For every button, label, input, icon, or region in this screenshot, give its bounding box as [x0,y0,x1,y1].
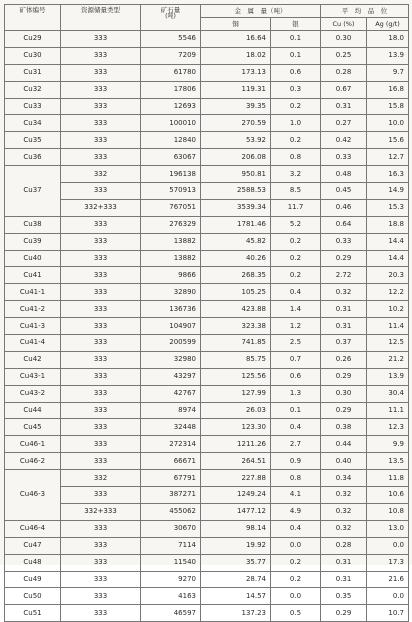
resource-type-cell: 333 [61,132,141,149]
ore-amount-cell: 67791 [141,470,201,487]
resource-type-cell: 333 [61,571,141,588]
ag-grade-cell: 16.8 [367,81,409,98]
silver-amount-cell: 2.7 [271,436,321,453]
table-row [5,64,409,81]
resource-type-cell: 333 [61,233,141,250]
table-row [5,419,409,436]
ag-grade-cell: 15.8 [367,98,409,115]
resource-type-cell: 333 [61,537,141,554]
ore-amount-cell: 32980 [141,351,201,368]
ore-amount-cell: 42767 [141,385,201,402]
table-row [5,335,409,352]
ore-body-cell: Cu51 [5,605,61,622]
ag-grade-cell: 11.8 [367,470,409,487]
table-row [5,470,409,487]
copper-amount-cell: 18.02 [201,47,271,64]
header-row [5,5,409,18]
ag-grade-cell: 14.4 [367,250,409,267]
table-row [5,250,409,267]
ore-body-cell: Cu47 [5,537,61,554]
ore-amount-cell: 30670 [141,520,201,537]
cu-grade-cell: 0.30 [321,385,367,402]
header-copper: 铜 [201,18,271,31]
silver-amount-cell: 3.2 [271,166,321,183]
silver-amount-cell: 0.7 [271,351,321,368]
cu-grade-cell: 0.48 [321,166,367,183]
cu-grade-cell: 0.32 [321,520,367,537]
silver-amount-cell: 0.2 [271,233,321,250]
ore-amount-cell: 32448 [141,419,201,436]
ore-amount-cell: 767051 [141,199,201,216]
silver-amount-cell: 0.5 [271,605,321,622]
copper-amount-cell: 227.88 [201,470,271,487]
resource-type-cell: 332+333 [61,199,141,216]
copper-amount-cell: 28.74 [201,571,271,588]
ore-body-cell: Cu33 [5,98,61,115]
ag-grade-cell: 20.3 [367,267,409,284]
table-row [5,537,409,554]
ag-grade-cell: 14.9 [367,183,409,200]
cu-grade-cell: 0.32 [321,503,367,520]
copper-amount-cell: 98.14 [201,520,271,537]
resource-type-cell: 333 [61,487,141,504]
resource-type-cell: 333 [61,216,141,233]
header-ore-amount [141,5,201,31]
ag-grade-cell: 12.3 [367,419,409,436]
ag-grade-cell: 10.8 [367,503,409,520]
table-row [5,351,409,368]
ore-amount-cell: 104907 [141,318,201,335]
ore-amount-cell: 570913 [141,183,201,200]
ore-amount-cell: 32890 [141,284,201,301]
table-row [5,47,409,64]
table-row [5,453,409,470]
cu-grade-cell: 0.32 [321,487,367,504]
resource-type-cell: 333 [61,81,141,98]
copper-amount-cell: 16.64 [201,31,271,48]
silver-amount-cell: 0.2 [271,250,321,267]
resource-type-cell: 333 [61,520,141,537]
copper-amount-cell: 173.13 [201,64,271,81]
ag-grade-cell: 15.3 [367,199,409,216]
cu-grade-cell: 0.46 [321,199,367,216]
ag-grade-cell: 30.4 [367,385,409,402]
ore-amount-cell: 9866 [141,267,201,284]
ag-grade-cell: 17.3 [367,554,409,571]
table-row [5,368,409,385]
cu-grade-cell: 0.31 [321,554,367,571]
ore-body-cell: Cu39 [5,233,61,250]
cu-grade-cell: 0.31 [321,318,367,335]
silver-amount-cell: 0.2 [271,554,321,571]
silver-amount-cell: 1.2 [271,318,321,335]
header-cu-pct: Cu (%) [321,18,367,31]
copper-amount-cell: 40.26 [201,250,271,267]
silver-amount-cell: 1.0 [271,115,321,132]
table-row [5,98,409,115]
silver-amount-cell: 5.2 [271,216,321,233]
ag-grade-cell: 10.0 [367,115,409,132]
silver-amount-cell: 2.5 [271,335,321,352]
header-ore-amount-unit: (吨) [165,12,176,20]
silver-amount-cell: 0.4 [271,520,321,537]
copper-amount-cell: 423.88 [201,301,271,318]
resource-type-cell: 333 [61,351,141,368]
copper-amount-cell: 105.25 [201,284,271,301]
cu-grade-cell: 0.25 [321,47,367,64]
silver-amount-cell: 0.1 [271,31,321,48]
resource-type-cell: 333 [61,554,141,571]
ore-amount-cell: 7209 [141,47,201,64]
cu-grade-cell: 0.28 [321,64,367,81]
ore-body-cell: Cu34 [5,115,61,132]
ore-amount-cell: 8974 [141,402,201,419]
cu-grade-cell: 0.29 [321,605,367,622]
silver-amount-cell: 0.2 [271,98,321,115]
ag-grade-cell: 14.4 [367,233,409,250]
copper-amount-cell: 127.99 [201,385,271,402]
silver-amount-cell: 1.4 [271,301,321,318]
cu-grade-cell: 0.37 [321,335,367,352]
cu-grade-cell: 0.34 [321,470,367,487]
ag-grade-cell: 9.7 [367,64,409,81]
resource-type-cell: 333 [61,301,141,318]
silver-amount-cell: 0.4 [271,284,321,301]
cu-grade-cell: 0.30 [321,31,367,48]
table-row [5,385,409,402]
ore-amount-cell: 7114 [141,537,201,554]
ag-grade-cell: 21.2 [367,351,409,368]
copper-amount-cell: 264.51 [201,453,271,470]
resource-type-cell: 333 [61,64,141,81]
copper-amount-cell: 323.38 [201,318,271,335]
copper-amount-cell: 125.56 [201,368,271,385]
cu-grade-cell: 0.29 [321,250,367,267]
ore-amount-cell: 272314 [141,436,201,453]
silver-amount-cell: 0.2 [271,267,321,284]
table-row [5,267,409,284]
ore-body-cell: Cu41-3 [5,318,61,335]
copper-amount-cell: 741.85 [201,335,271,352]
silver-amount-cell: 1.3 [271,385,321,402]
ore-amount-cell: 387271 [141,487,201,504]
copper-amount-cell: 26.03 [201,402,271,419]
resource-type-cell: 333 [61,419,141,436]
resource-type-cell: 333 [61,318,141,335]
copper-amount-cell: 270.59 [201,115,271,132]
ore-amount-cell: 455062 [141,503,201,520]
ore-body-cell: Cu40 [5,250,61,267]
copper-amount-cell: 123.30 [201,419,271,436]
ag-grade-cell: 11.4 [367,318,409,335]
header-resource-type: 资源储量类型 [61,5,141,31]
ore-amount-cell: 5546 [141,31,201,48]
ore-amount-cell: 196138 [141,166,201,183]
resource-type-cell: 333 [61,115,141,132]
table-row [5,166,409,183]
table-row [5,284,409,301]
table-row [5,216,409,233]
resource-type-cell: 333 [61,267,141,284]
ore-body-cell: Cu43-2 [5,385,61,402]
copper-amount-cell: 206.08 [201,149,271,166]
ore-body-cell: Cu49 [5,571,61,588]
table-row [5,605,409,622]
ore-body-cell: Cu36 [5,149,61,166]
ore-body-cell: Cu45 [5,419,61,436]
table-row [5,554,409,571]
cu-grade-cell: 0.35 [321,588,367,605]
table-body [5,31,409,622]
cu-grade-cell: 0.67 [321,81,367,98]
ag-grade-cell: 0.0 [367,537,409,554]
resource-type-cell: 332+333 [61,503,141,520]
ag-grade-cell: 13.5 [367,453,409,470]
ag-grade-cell: 15.6 [367,132,409,149]
ore-body-cell: Cu29 [5,31,61,48]
resource-type-cell: 333 [61,284,141,301]
table-row [5,149,409,166]
table-row [5,233,409,250]
copper-amount-cell: 1249.24 [201,487,271,504]
resource-type-cell: 332 [61,470,141,487]
table-row [5,199,409,216]
table-row [5,318,409,335]
cu-grade-cell: 0.32 [321,284,367,301]
table-row [5,132,409,149]
copper-amount-cell: 119.31 [201,81,271,98]
silver-amount-cell: 0.2 [271,132,321,149]
silver-amount-cell: 4.9 [271,503,321,520]
ag-grade-cell: 13.9 [367,47,409,64]
cu-grade-cell: 0.44 [321,436,367,453]
ag-grade-cell: 18.8 [367,216,409,233]
cu-grade-cell: 0.29 [321,368,367,385]
copper-amount-cell: 39.35 [201,98,271,115]
table-row [5,183,409,200]
silver-amount-cell: 0.4 [271,419,321,436]
header-ag-gt: Ag (g/t) [367,18,409,31]
ore-body-cell: Cu48 [5,554,61,571]
ore-amount-cell: 66671 [141,453,201,470]
silver-amount-cell: 0.8 [271,149,321,166]
cu-grade-cell: 0.40 [321,453,367,470]
ore-body-cell: Cu41 [5,267,61,284]
cu-grade-cell: 0.33 [321,149,367,166]
ag-grade-cell: 16.3 [367,166,409,183]
ore-body-cell: Cu46-4 [5,520,61,537]
silver-amount-cell: 0.0 [271,537,321,554]
resource-type-cell: 333 [61,149,141,166]
ag-grade-cell: 10.7 [367,605,409,622]
ore-amount-cell: 9270 [141,571,201,588]
copper-amount-cell: 45.82 [201,233,271,250]
cu-grade-cell: 0.31 [321,98,367,115]
ore-body-cell: Cu50 [5,588,61,605]
silver-amount-cell: 0.9 [271,453,321,470]
cu-grade-cell: 0.26 [321,351,367,368]
ag-grade-cell: 9.9 [367,436,409,453]
ore-amount-cell: 13882 [141,250,201,267]
ag-grade-cell: 21.6 [367,571,409,588]
cu-grade-cell: 2.72 [321,267,367,284]
silver-amount-cell: 4.1 [271,487,321,504]
silver-amount-cell: 0.1 [271,402,321,419]
resource-table [4,4,409,622]
ore-body-cell: Cu32 [5,81,61,98]
resource-type-cell: 333 [61,368,141,385]
ore-body-cell: Cu46-2 [5,453,61,470]
ag-grade-cell: 10.2 [367,301,409,318]
ore-amount-cell: 136736 [141,301,201,318]
ore-amount-cell: 63067 [141,149,201,166]
resource-type-cell: 333 [61,385,141,402]
ag-grade-cell: 0.0 [367,588,409,605]
ore-body-cell: Cu41-1 [5,284,61,301]
ag-grade-cell: 13.0 [367,520,409,537]
cu-grade-cell: 0.38 [321,419,367,436]
resource-type-cell: 333 [61,183,141,200]
cu-grade-cell: 0.42 [321,132,367,149]
copper-amount-cell: 137.23 [201,605,271,622]
ore-body-cell: Cu46-1 [5,436,61,453]
ore-body-cell: Cu41-2 [5,301,61,318]
ore-body-cell: Cu35 [5,132,61,149]
resource-type-cell: 333 [61,588,141,605]
table-row [5,436,409,453]
copper-amount-cell: 3539.34 [201,199,271,216]
ore-body-cell: Cu42 [5,351,61,368]
copper-amount-cell: 2588.53 [201,183,271,200]
silver-amount-cell: 0.1 [271,47,321,64]
resource-type-cell: 333 [61,335,141,352]
copper-amount-cell: 268.35 [201,267,271,284]
ag-grade-cell: 10.6 [367,487,409,504]
ore-body-cell: Cu46-3 [5,470,61,521]
silver-amount-cell: 0.8 [271,470,321,487]
ore-amount-cell: 61780 [141,64,201,81]
cu-grade-cell: 0.33 [321,233,367,250]
ag-grade-cell: 18.0 [367,31,409,48]
resource-type-cell: 333 [61,98,141,115]
cu-grade-cell: 0.64 [321,216,367,233]
table-row [5,115,409,132]
table-row [5,503,409,520]
resource-type-cell: 333 [61,402,141,419]
copper-amount-cell: 53.92 [201,132,271,149]
cu-grade-cell: 0.27 [321,115,367,132]
ag-grade-cell: 12.7 [367,149,409,166]
ore-body-cell: Cu41-4 [5,335,61,352]
header-silver: 银 [271,18,321,31]
table-row [5,301,409,318]
copper-amount-cell: 1211.26 [201,436,271,453]
table-row [5,520,409,537]
ore-amount-cell: 12693 [141,98,201,115]
ore-amount-cell: 13882 [141,233,201,250]
ore-body-cell: Cu44 [5,402,61,419]
table-row [5,402,409,419]
ore-amount-cell: 4163 [141,588,201,605]
silver-amount-cell: 8.5 [271,183,321,200]
silver-amount-cell: 0.0 [271,588,321,605]
header-ore-amount-label: 矿石量 [160,6,181,14]
cu-grade-cell: 0.31 [321,571,367,588]
cu-grade-cell: 0.29 [321,402,367,419]
copper-amount-cell: 19.92 [201,537,271,554]
ore-amount-cell: 11540 [141,554,201,571]
silver-amount-cell: 0.3 [271,81,321,98]
silver-amount-cell: 0.2 [271,571,321,588]
ag-grade-cell: 12.2 [367,284,409,301]
silver-amount-cell: 0.6 [271,368,321,385]
ore-body-cell: Cu38 [5,216,61,233]
header-metal-amount: 金 属 量（吨） [201,5,321,18]
silver-amount-cell: 0.6 [271,64,321,81]
copper-amount-cell: 14.57 [201,588,271,605]
ore-amount-cell: 12840 [141,132,201,149]
ore-amount-cell: 100010 [141,115,201,132]
ag-grade-cell: 12.5 [367,335,409,352]
ag-grade-cell: 11.1 [367,402,409,419]
resource-type-cell: 333 [61,605,141,622]
resource-type-cell: 332 [61,166,141,183]
ag-grade-cell: 13.9 [367,368,409,385]
ore-body-cell: Cu37 [5,166,61,217]
ore-amount-cell: 276329 [141,216,201,233]
copper-amount-cell: 35.77 [201,554,271,571]
table-row [5,81,409,98]
header-avg-grade: 平 均 品 位 [321,5,409,18]
cu-grade-cell: 0.31 [321,301,367,318]
ore-amount-cell: 43297 [141,368,201,385]
ore-amount-cell: 200599 [141,335,201,352]
copper-amount-cell: 950.81 [201,166,271,183]
silver-amount-cell: 11.7 [271,199,321,216]
resource-type-cell: 333 [61,453,141,470]
table-row [5,571,409,588]
copper-amount-cell: 85.75 [201,351,271,368]
header-ore-body: 矿体编号 [5,5,61,31]
table-row [5,487,409,504]
resource-type-cell: 333 [61,31,141,48]
resource-type-cell: 333 [61,250,141,267]
cu-grade-cell: 0.45 [321,183,367,200]
ore-amount-cell: 46597 [141,605,201,622]
resource-type-cell: 333 [61,436,141,453]
resource-type-cell: 333 [61,47,141,64]
copper-amount-cell: 1477.12 [201,503,271,520]
ore-body-cell: Cu43-1 [5,368,61,385]
table-row [5,31,409,48]
cu-grade-cell: 0.28 [321,537,367,554]
ore-amount-cell: 17806 [141,81,201,98]
ore-body-cell: Cu30 [5,47,61,64]
table-row [5,588,409,605]
ore-body-cell: Cu31 [5,64,61,81]
copper-amount-cell: 1781.46 [201,216,271,233]
